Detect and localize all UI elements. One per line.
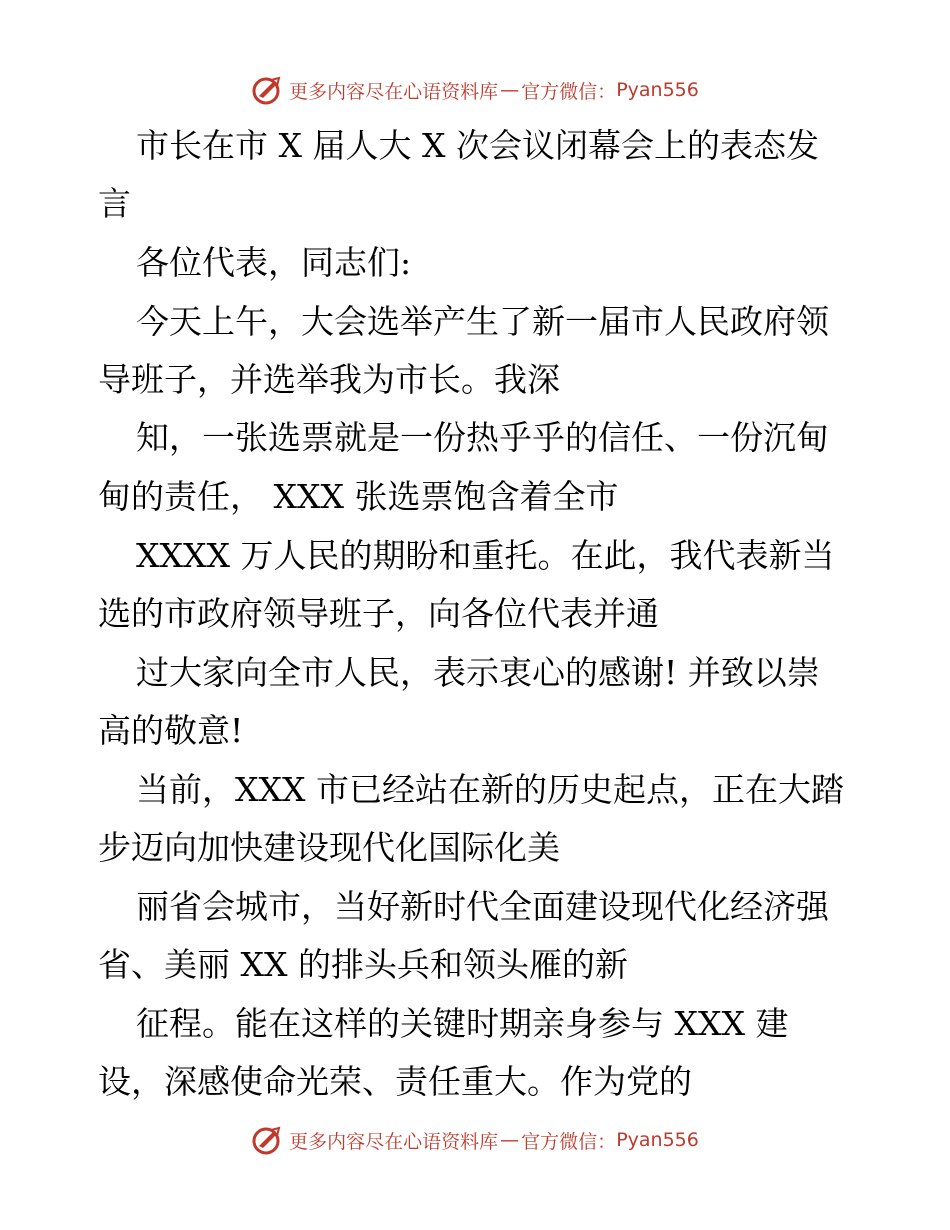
text-line: 导班子，并选举我为市长。我深	[98, 360, 560, 399]
pen-seal-logo-icon	[251, 1124, 283, 1156]
text-line: 市长在市 X 届人大 X 次会议闭幕会上的表态发	[136, 126, 819, 165]
text-line: 知，一张选票就是一份热乎乎的信任、一份沉甸	[136, 418, 829, 457]
text-line: 选的市政府领导班子，向各位代表并通	[98, 594, 659, 633]
text-line: 丽省会城市，当好新时代全面建设现代化经济强	[136, 887, 829, 926]
text-line: 征程。能在这样的关键时期亲身参与 XXX 建	[136, 1004, 789, 1043]
text-line: 今天上午，大会选举产生了新一届市人民政府领	[136, 302, 829, 341]
banner-colon: ：	[597, 80, 617, 103]
text-line: 言	[98, 184, 131, 223]
banner-colon: ：	[597, 1130, 617, 1153]
text-line: 各位代表，同志们:	[136, 243, 412, 282]
header-banner	[0, 70, 950, 110]
banner-official: 官方微信	[521, 80, 598, 103]
pen-seal-logo-icon	[251, 74, 283, 106]
banner-text: 更多内容尽在心语资料库	[289, 1130, 499, 1153]
banner-dash: —	[500, 1129, 520, 1151]
banner-official: 官方微信	[521, 1130, 598, 1153]
banner-text: 更多内容尽在心语资料库	[289, 80, 499, 103]
text-line: 设，深感使命光荣、责任重大。作为党的	[98, 1062, 692, 1101]
text-line: 省、美丽 XX 的排头兵和领头雁的新	[98, 945, 628, 984]
text-line: XXXX 万人民的期盼和重托。在此，我代表新当	[136, 536, 835, 575]
banner-account: Pyan556	[616, 1129, 699, 1151]
banner-dash: —	[500, 79, 520, 101]
text-line: 甸的责任， XXX 张选票饱含着全市	[98, 477, 619, 516]
text-line: 过大家向全市人民，表示衷心的感谢! 并致以崇	[136, 653, 820, 692]
banner-account: Pyan556	[616, 79, 699, 101]
text-line: 当前，XXX 市已经站在新的历史起点，正在大踏	[136, 770, 844, 809]
text-line: 步迈向加快建设现代化国际化美	[98, 828, 560, 867]
footer-banner	[0, 1120, 950, 1160]
text-line: 高的敬意!	[98, 711, 244, 750]
